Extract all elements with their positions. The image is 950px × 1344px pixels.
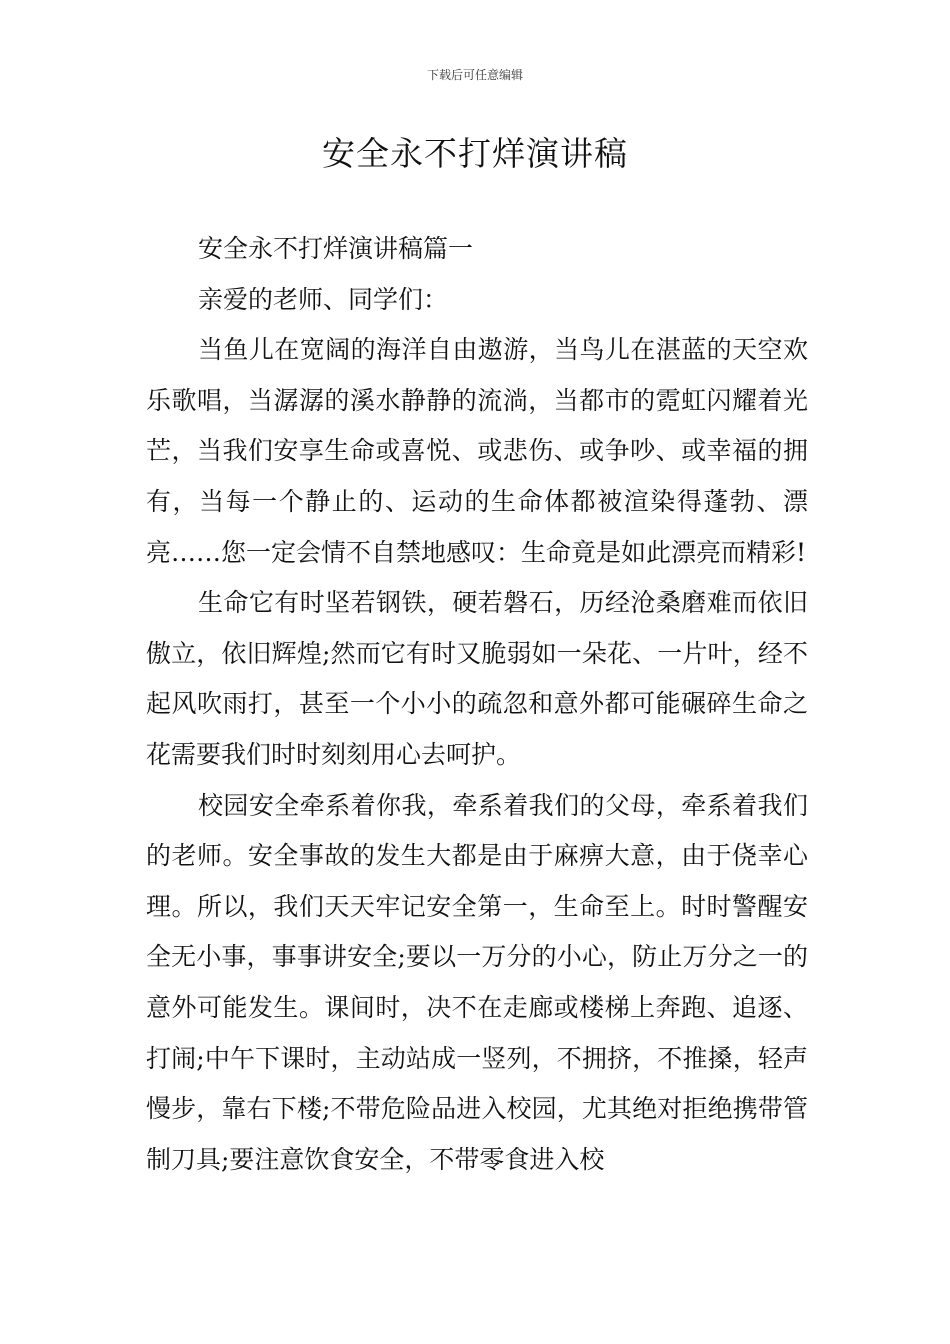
paragraph-greeting: 亲爱的老师、同学们： [198,284,449,314]
document-title: 安全永不打烊演讲稿 [322,134,628,173]
document-body [146,224,808,1185]
header-note: 下载后可任意编辑 [426,68,523,82]
paragraph-subtitle: 安全永不打烊演讲稿篇一 [198,234,474,263]
paragraph-body-2: 生命它有时坚若钢铁，硬若磐石，历经沧桑磨难而依旧傲立，依旧辉煌;然而它有时又脆弱如一朵花、一片叶，经不起风吹雨打，甚至一个小小的疏忽和意外都可能碾碎生命之花需要我们时时刻刻用心去呵护。 [146,588,808,769]
paragraph-body-1: 当鱼儿在宽阔的海洋自由遨游，当鸟儿在湛蓝的天空欢乐歌唱，当潺潺的溪水静静的流淌，当都市的霓虹闪耀着光芒，当我们安享生命或喜悦、或悲伤、或争吵、或幸福的拥有，当每一个静止的、运动的生命体都被渲染得蓬勃、漂亮……您一定会情不自禁地感叹：生命竟是如此漂亮而精彩! [146,335,808,567]
paragraph-body-3: 校园安全牵系着你我，牵系着我们的父母，牵系着我们的老师。安全事故的发生大都是由于麻痹大意，由于侥幸心理。所以，我们天天牢记安全第一，生命至上。时时警醒安全无小事，事事讲安全;要以一万分的小心，防止万分之一的意外可能发生。课间时，决不在走廊或楼梯上奔跑、追逐、打闹;中午下课时，主动站成一竖列，不拥挤，不推搡，轻声慢步，靠右下楼;不带危险品进入校园，尤其绝对拒绝携带管制刀具;要注意饮食安全，不带零食进入校 [146,790,808,1174]
